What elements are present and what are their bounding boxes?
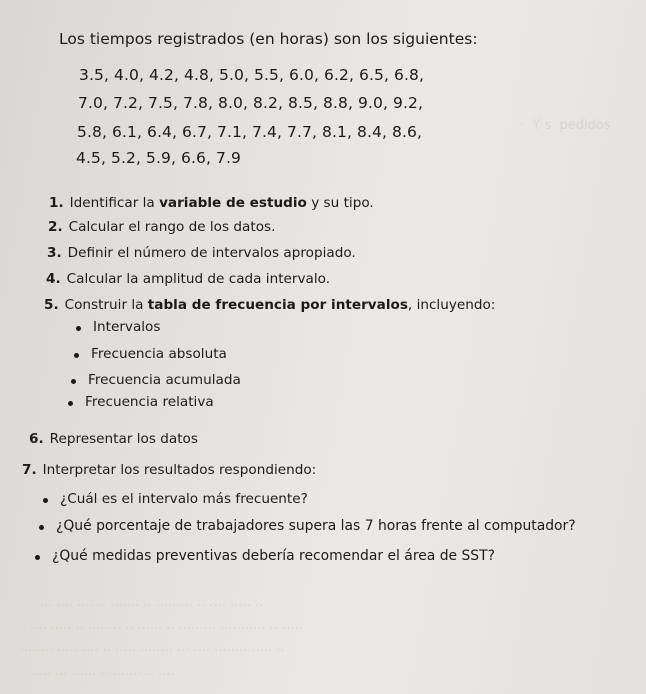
bullet-item bbox=[52, 548, 495, 564]
data-line-2: 7.0, 7.2, 7.5, 7.8, 8.0, 8.2, 8.5, 8.8, 9.0, 9.2, bbox=[78, 94, 424, 112]
bullet-dot bbox=[43, 498, 48, 503]
task-number: 4. bbox=[46, 271, 61, 287]
task-bold: tabla de frecuencia por intervalos bbox=[147, 297, 408, 313]
task-bold: variable de estudio bbox=[159, 195, 307, 211]
data-line-1: 3.5, 4.0, 4.2, 4.8, 5.0, 5.5, 6.0, 6.2, 6.5, 6.8, bbox=[79, 66, 425, 84]
bullet-item bbox=[56, 518, 576, 534]
bullet-text: ¿Cuál es el intervalo más frecuente? bbox=[60, 491, 308, 507]
bullet-item bbox=[93, 319, 160, 335]
task-5 bbox=[44, 297, 495, 313]
task-text: , incluyendo: bbox=[407, 297, 496, 313]
bullet-item bbox=[91, 346, 227, 362]
task-4 bbox=[46, 271, 330, 287]
bullet-item bbox=[60, 491, 308, 507]
bullet-text: Intervalos bbox=[93, 319, 161, 335]
task-number: 1. bbox=[49, 195, 64, 211]
data-line-3: 5.8, 6.1, 6.4, 6.7, 7.1, 7.4, 7.7, 8.1, 8.4, 8.6, bbox=[77, 123, 423, 141]
task-text: y su tipo. bbox=[306, 195, 374, 211]
bullet-item bbox=[88, 372, 241, 388]
task-number: 6. bbox=[29, 431, 44, 447]
show-through-text: · Y s pedidos ... .... .... .. ....... .. ......... .. .... ..... .. .... ..... .. ........ .. ...... .. ......... ........... .. ..... ........ ..... .... .. ..... ........ ... .... ........ ..... .. ..... ... ...... .. ....... .. .... bbox=[20, 118, 611, 679]
data-line-4: 4.5, 5.2, 5.9, 6.6, 7.9 bbox=[76, 149, 241, 167]
bullet-text: Frecuencia absoluta bbox=[91, 346, 227, 362]
task-number: 5. bbox=[44, 297, 59, 313]
task-text: Identificar la bbox=[69, 195, 160, 211]
bullet-dot bbox=[74, 353, 79, 358]
bullet-dot bbox=[71, 379, 76, 384]
task-text: Calcular el rango de los datos. bbox=[68, 219, 276, 235]
bullet-dot bbox=[39, 525, 44, 530]
bullet-text: Frecuencia acumulada bbox=[88, 372, 241, 388]
bullet-dot bbox=[35, 555, 40, 560]
task-number: 7. bbox=[22, 462, 37, 478]
task-2 bbox=[48, 219, 275, 235]
bullet-item bbox=[85, 394, 214, 410]
task-text: Representar los datos bbox=[49, 431, 198, 447]
task-number: 2. bbox=[48, 219, 63, 235]
task-1 bbox=[49, 195, 374, 211]
bullet-dot bbox=[68, 401, 73, 406]
bullet-text: ¿Qué medidas preventivas debería recomendar el área de SST? bbox=[52, 548, 495, 564]
intro-text: Los tiempos registrados (en horas) son los siguientes: bbox=[59, 30, 478, 48]
bullet-text: Frecuencia relativa bbox=[85, 394, 214, 410]
task-6 bbox=[29, 431, 198, 447]
bullet-text: ¿Qué porcentaje de trabajadores supera las 7 horas frente al computador? bbox=[56, 518, 576, 534]
task-text: Interpretar los resultados respondiendo: bbox=[42, 462, 317, 478]
task-number: 3. bbox=[47, 245, 62, 261]
task-3 bbox=[47, 245, 356, 261]
task-text: Calcular la amplitud de cada intervalo. bbox=[66, 271, 331, 287]
task-7 bbox=[22, 462, 316, 478]
bullet-dot bbox=[76, 326, 81, 331]
task-text: Construir la bbox=[64, 297, 148, 313]
task-text: Definir el número de intervalos apropiado. bbox=[67, 245, 356, 261]
